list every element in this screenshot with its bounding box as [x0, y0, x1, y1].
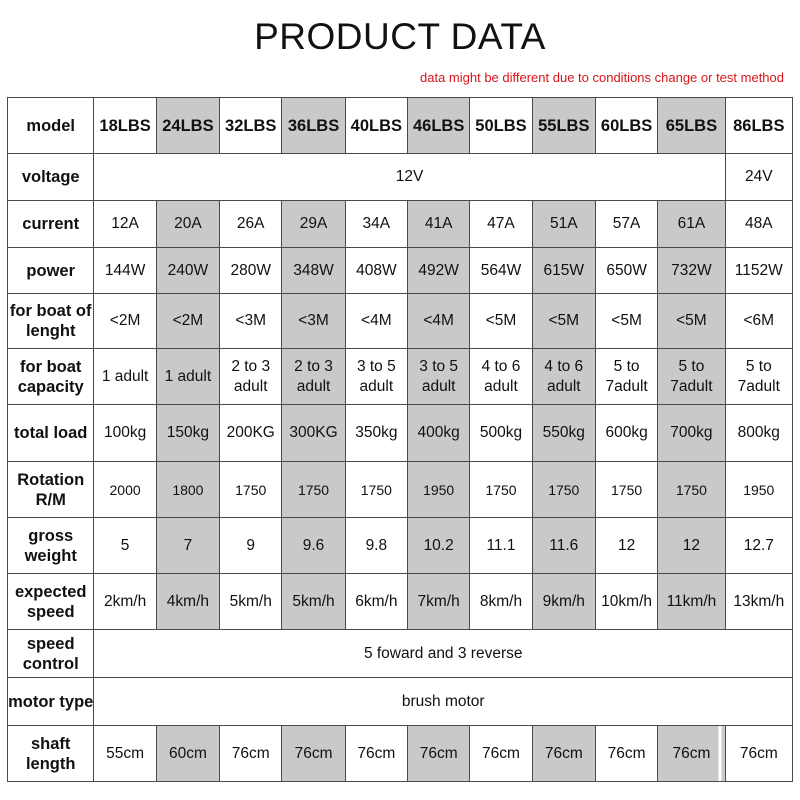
value-cell: 57A	[595, 201, 657, 248]
value-cell: 1750	[532, 462, 595, 518]
value-cell: 76cm	[408, 726, 470, 782]
value-cell: 348W	[282, 248, 345, 294]
row-label-model: model	[8, 98, 94, 154]
value-cell: 400kg	[408, 405, 470, 462]
value-cell: 1750	[470, 462, 532, 518]
value-cell: 2000	[94, 462, 156, 518]
value-cell: <5M	[658, 294, 725, 349]
model-header-cell: 36LBS	[282, 98, 345, 154]
table-row	[8, 294, 793, 349]
table-row	[8, 630, 793, 678]
value-cell: 76cm	[595, 726, 657, 782]
value-cell: 1750	[282, 462, 345, 518]
row-label: for boat of lenght	[8, 294, 94, 349]
value-cell: 76cm	[345, 726, 407, 782]
table-row	[8, 574, 793, 630]
value-cell: <5M	[470, 294, 532, 349]
model-header-cell: 60LBS	[595, 98, 657, 154]
table-row	[8, 462, 793, 518]
value-cell: <4M	[345, 294, 407, 349]
value-cell: 1 adult	[156, 349, 219, 405]
value-cell: 3 to 5 adult	[345, 349, 407, 405]
spanning-value-cell: 5 foward and 3 reverse	[94, 630, 793, 678]
table-row	[8, 154, 793, 201]
model-header-cell: 24LBS	[156, 98, 219, 154]
value-cell: 9	[220, 518, 282, 574]
table-row	[8, 678, 793, 726]
value-cell: 76cm	[532, 726, 595, 782]
row-label: expected speed	[8, 574, 94, 630]
value-cell: 61A	[658, 201, 725, 248]
value-cell: <4M	[408, 294, 470, 349]
value-cell: 76cm	[282, 726, 345, 782]
table-header-row	[8, 98, 793, 154]
value-cell: 12	[595, 518, 657, 574]
row-label: gross weight	[8, 518, 94, 574]
row-label: Rotation R/M	[8, 462, 94, 518]
disclaimer-note: data might be different due to conditions change or test method	[420, 70, 784, 85]
value-cell: 1750	[220, 462, 282, 518]
value-cell: 650W	[595, 248, 657, 294]
value-cell: 9.6	[282, 518, 345, 574]
value-cell: 76cm	[220, 726, 282, 782]
value-cell: <5M	[595, 294, 657, 349]
value-cell: 5 to 7adult	[658, 349, 725, 405]
value-cell: 2 to 3 adult	[220, 349, 282, 405]
model-header-cell: 65LBS	[658, 98, 725, 154]
row-label: motor type	[8, 678, 94, 726]
spanning-value-cell: 12V	[94, 154, 725, 201]
value-cell: 9km/h	[532, 574, 595, 630]
value-cell: 564W	[470, 248, 532, 294]
value-cell: 10km/h	[595, 574, 657, 630]
value-cell: 9.8	[345, 518, 407, 574]
value-cell: 26A	[220, 201, 282, 248]
value-cell: 1750	[658, 462, 725, 518]
value-cell: 500kg	[470, 405, 532, 462]
model-header-cell: 86LBS	[725, 98, 792, 154]
value-cell: 60cm	[156, 726, 219, 782]
value-cell: 1 adult	[94, 349, 156, 405]
value-cell: 5km/h	[220, 574, 282, 630]
value-cell: 240W	[156, 248, 219, 294]
value-cell: 11.6	[532, 518, 595, 574]
table-row	[8, 248, 793, 294]
value-cell: 12A	[94, 201, 156, 248]
value-cell: <3M	[282, 294, 345, 349]
value-cell: 34A	[345, 201, 407, 248]
value-cell: 7km/h	[408, 574, 470, 630]
value-cell: 492W	[408, 248, 470, 294]
value-cell: 550kg	[532, 405, 595, 462]
value-cell: 55cm	[94, 726, 156, 782]
row-label: shaft length	[8, 726, 94, 782]
value-cell: 1950	[408, 462, 470, 518]
spanning-value-cell: brush motor	[94, 678, 793, 726]
value-cell: 600kg	[595, 405, 657, 462]
row-label: for boat capacity	[8, 349, 94, 405]
value-cell: 700kg	[658, 405, 725, 462]
value-cell: 12	[658, 518, 725, 574]
value-cell: 47A	[470, 201, 532, 248]
value-cell: 76cm	[658, 726, 725, 782]
value-cell: <5M	[532, 294, 595, 349]
row-label: total load	[8, 405, 94, 462]
value-cell: 300KG	[282, 405, 345, 462]
value-cell: 1152W	[725, 248, 792, 294]
value-cell: 100kg	[94, 405, 156, 462]
value-cell: 4 to 6 adult	[470, 349, 532, 405]
value-cell: 5km/h	[282, 574, 345, 630]
value-cell: <2M	[156, 294, 219, 349]
model-header-cell: 46LBS	[408, 98, 470, 154]
value-cell: 13km/h	[725, 574, 792, 630]
value-cell: 76cm	[725, 726, 792, 782]
table-row	[8, 201, 793, 248]
value-cell: 24V	[725, 154, 792, 201]
value-cell: 4 to 6 adult	[532, 349, 595, 405]
value-cell: <6M	[725, 294, 792, 349]
table-row	[8, 405, 793, 462]
value-cell: 4km/h	[156, 574, 219, 630]
value-cell: 615W	[532, 248, 595, 294]
value-cell: 3 to 5 adult	[408, 349, 470, 405]
value-cell: 11.1	[470, 518, 532, 574]
value-cell: 5	[94, 518, 156, 574]
value-cell: 150kg	[156, 405, 219, 462]
row-label: current	[8, 201, 94, 248]
value-cell: 732W	[658, 248, 725, 294]
value-cell: 800kg	[725, 405, 792, 462]
value-cell: 12.7	[725, 518, 792, 574]
value-cell: 48A	[725, 201, 792, 248]
value-cell: 408W	[345, 248, 407, 294]
value-cell: 76cm	[470, 726, 532, 782]
value-cell: 200KG	[220, 405, 282, 462]
value-cell: 280W	[220, 248, 282, 294]
model-header-cell: 55LBS	[532, 98, 595, 154]
row-label: power	[8, 248, 94, 294]
value-cell: 51A	[532, 201, 595, 248]
value-cell: 41A	[408, 201, 470, 248]
row-label: voltage	[8, 154, 94, 201]
product-data-table	[7, 97, 793, 782]
value-cell: 6km/h	[345, 574, 407, 630]
value-cell: 5 to 7adult	[725, 349, 792, 405]
value-cell: 1800	[156, 462, 219, 518]
value-cell: 20A	[156, 201, 219, 248]
value-cell: 11km/h	[658, 574, 725, 630]
value-cell: <2M	[94, 294, 156, 349]
model-header-cell: 18LBS	[94, 98, 156, 154]
value-cell: 2km/h	[94, 574, 156, 630]
value-cell: 1950	[725, 462, 792, 518]
value-cell: 10.2	[408, 518, 470, 574]
value-cell: 1750	[345, 462, 407, 518]
value-cell: 350kg	[345, 405, 407, 462]
value-cell: 8km/h	[470, 574, 532, 630]
value-cell: 2 to 3 adult	[282, 349, 345, 405]
value-cell: 29A	[282, 201, 345, 248]
table-row	[8, 726, 793, 782]
table-row	[8, 518, 793, 574]
model-header-cell: 40LBS	[345, 98, 407, 154]
value-cell: 5 to 7adult	[595, 349, 657, 405]
value-cell: 1750	[595, 462, 657, 518]
row-label: speed control	[8, 630, 94, 678]
table-row	[8, 349, 793, 405]
value-cell: <3M	[220, 294, 282, 349]
page-title: PRODUCT DATA	[254, 16, 546, 57]
model-header-cell: 32LBS	[220, 98, 282, 154]
value-cell: 7	[156, 518, 219, 574]
model-header-cell: 50LBS	[470, 98, 532, 154]
value-cell: 144W	[94, 248, 156, 294]
